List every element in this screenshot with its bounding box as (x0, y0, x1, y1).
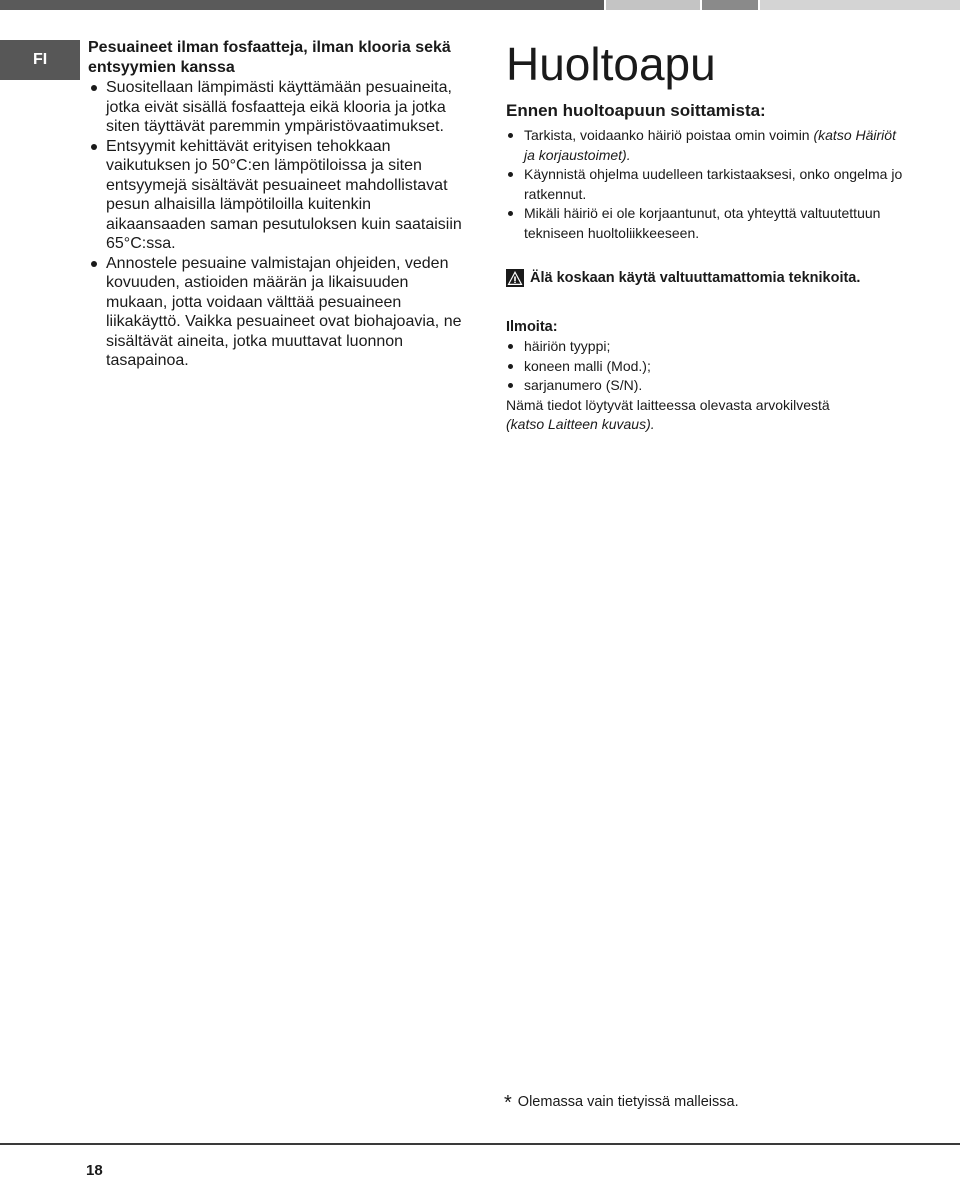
list-item: Käynnistä ohjelma uudelleen tarkistaaksesi, onko ongelma jo ratkennut. (506, 165, 906, 204)
list-item: sarjanumero (S/N). (506, 376, 906, 396)
list-item: häiriön tyyppi; (506, 337, 906, 357)
list-item: Entsyymit kehittävät erityisen tehokkaan vaikutuksen jo 50°C:en lämpötiloissa ja siten entsyymejä sisältävät pesuaineet mahdollistavat pesun alhaisilla lämpötiloilla kuitenkin aikaansaaden saman pesutuloksen kuin saataisiin 65°C:ssa. (88, 137, 470, 254)
report-list (506, 337, 906, 396)
list-item: Suositellaan lämpimästi käyttämään pesuaineita, jotka eivät sisällä fosfaatteja eikä klooria ja jotka siten täyttävät paremmin ympäristövaatimukset. (88, 78, 470, 137)
warning-line (506, 269, 906, 287)
left-column (88, 38, 470, 371)
footnote-text: Olemassa vain tietyissä malleissa. (517, 1094, 739, 1110)
bottom-divider (0, 1143, 960, 1145)
detergent-heading: Pesuaineet ilman fosfaatteja, ilman klooria sekä entsyymien kanssa (88, 39, 451, 76)
before-calling-list (506, 126, 906, 243)
warning-triangle-icon (506, 269, 524, 287)
list-item: Annostele pesuaine valmistajan ohjeiden, veden kovuuden, astioiden määrän ja likaisuuden mukaan, jotta voidaan välttää pesuaineen liikakäyttö. Vaikka pesuaineet ovat biohajoavia, ne sisältävät aineita, jotka muuttavat luonnon tasapainoa. (88, 254, 470, 371)
page-number: 18 (86, 1162, 103, 1179)
page-title: Huoltoapu (506, 38, 716, 90)
warning-text: Älä koskaan käytä valtuuttamattomia teknikoita. (530, 270, 861, 286)
detergent-list (88, 78, 470, 371)
rating-plate-note: Nämä tiedot löytyvät laitteessa olevasta arvokilvestä (506, 396, 830, 413)
list-item: Tarkista, voidaanko häiriö poistaa omin voimin (katso Häiriöt ja korjaustoimet). (506, 126, 906, 165)
top-color-bar (0, 0, 960, 10)
cross-reference: (katso Häiriöt ja korjaustoimet). (524, 127, 896, 163)
rating-plate-reference: (katso Laitteen kuvaus). (506, 415, 655, 432)
section-subtitle: Ennen huoltoapuun soittamista: (506, 101, 766, 120)
report-heading: Ilmoita: (506, 319, 558, 335)
footnote-star: * (504, 1092, 512, 1114)
list-item: Mikäli häiriö ei ole korjaantunut, ota yhteyttä valtuutettuun tekniseen huoltoliikkeeseen. (506, 204, 906, 243)
language-tab: FI (0, 40, 80, 80)
right-column (506, 36, 906, 434)
list-item: koneen malli (Mod.); (506, 357, 906, 377)
footnote (504, 1092, 739, 1115)
